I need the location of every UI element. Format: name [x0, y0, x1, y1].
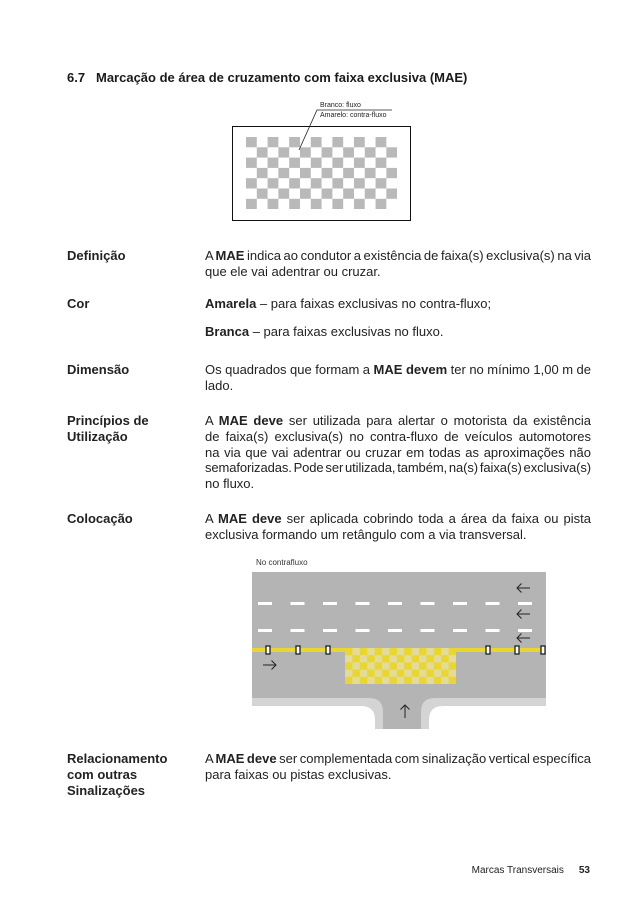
bold-term: MAE: [215, 248, 245, 263]
road-stud: [541, 646, 545, 654]
label-dimensao: Dimensão: [67, 362, 130, 377]
text-dimensao: [205, 362, 591, 394]
text-colocacao: [205, 511, 591, 543]
text-segment: para faixas ou pistas exclusivas.: [205, 766, 392, 782]
label-definicao: Definição: [67, 248, 126, 263]
text-line: [205, 264, 591, 280]
bold-term: MAE deve: [218, 413, 284, 428]
page-number: 53: [578, 865, 590, 876]
bold-term: Branca: [205, 324, 250, 339]
text-line: [205, 527, 591, 543]
text-principios: [205, 413, 591, 492]
label-line: Sinalizações: [67, 783, 146, 798]
label-line: Princípios de: [67, 413, 149, 428]
text-segment: semaforizadas. Pode ser utilizada, também, na(s) faixa(s) exclusiva(s): [205, 460, 591, 476]
text-segment: ser utilizada para alertar o motorista da existência: [283, 413, 591, 428]
text-line: [205, 324, 591, 340]
text-segment: indica ao condutor a existência de faixa(s) exclusiva(s) na via: [244, 248, 591, 263]
text-segment: que ele vai adentrar ou cruzar.: [205, 263, 381, 279]
text-line: [205, 296, 591, 312]
text-segment: lado.: [205, 377, 234, 393]
text-line: [205, 429, 591, 445]
text-line: [205, 460, 591, 476]
text-segment: A: [205, 751, 216, 766]
road-diagram: [248, 566, 550, 730]
text-cor-branca: [205, 324, 591, 340]
label-colocacao: Colocação: [67, 511, 133, 526]
legend-leader-line: [290, 100, 400, 160]
legend-white: Branco: fluxo: [320, 102, 361, 109]
text-segment: A: [205, 511, 219, 526]
text-cor-amarela: [205, 296, 591, 312]
text-definicao: [205, 248, 591, 280]
chapter-name: Marcas Transversais: [471, 865, 564, 876]
text-line: [205, 511, 591, 527]
label-principios: [67, 413, 149, 445]
text-line: [205, 362, 591, 378]
label-line: Relacionamento: [67, 751, 168, 766]
road-stud: [486, 646, 490, 654]
text-segment: de faixa(s) exclusiva(s) no contra-fluxo de veículos automotores: [205, 428, 591, 444]
text-line: [205, 248, 591, 264]
text-segment: A: [205, 248, 216, 263]
text-relacionamento: [205, 751, 591, 783]
bold-term: Amarela: [205, 296, 257, 311]
label-line: Utilização: [67, 428, 128, 444]
section-title: Marcação de área de cruzamento com faixa exclusiva (MAE): [96, 70, 468, 85]
text-segment: no fluxo.: [205, 476, 255, 491]
text-segment: – para faixas exclusivas no fluxo.: [249, 324, 444, 339]
text-segment: ser aplicada cobrindo toda a área da faixa ou pista: [281, 511, 591, 526]
section-number: 6.7: [67, 70, 86, 85]
road-stud: [296, 646, 300, 654]
bold-term: MAE deve: [215, 751, 277, 766]
label-relacionamento: [67, 751, 167, 799]
figure-caption: No contrafluxo: [256, 558, 308, 567]
text-line: [205, 413, 591, 429]
legend-yellow: Amarelo: contra-fluxo: [320, 112, 387, 119]
road-stud: [515, 646, 519, 654]
text-segment: Os quadrados que formam a: [205, 362, 374, 377]
text-line: [205, 445, 591, 461]
road-stud: [326, 646, 330, 654]
text-line: [205, 378, 591, 394]
bold-term: MAE devem: [373, 362, 448, 377]
text-segment: na via que vai adentrar ou cruzar em todas as aproximações não: [205, 444, 591, 460]
label-line: com outras: [67, 767, 138, 782]
text-segment: A: [205, 413, 219, 428]
text-segment: ter no mínimo 1,00 m de: [447, 362, 591, 377]
road-stud: [266, 646, 270, 654]
mae-checkerboard: [345, 648, 456, 684]
text-line: [205, 767, 591, 783]
leader-line: [299, 110, 392, 150]
yellow-divider-line: [456, 648, 546, 652]
label-cor: Cor: [67, 296, 90, 311]
text-segment: – para faixas exclusivas no contra-fluxo;: [256, 296, 492, 311]
text-line: [205, 476, 591, 492]
text-line: [205, 751, 591, 767]
text-segment: ser complementada com sinalização vertical específica: [276, 751, 591, 766]
bold-term: MAE deve: [218, 511, 282, 526]
text-segment: exclusiva formando um retângulo com a via transversal.: [205, 526, 527, 542]
page-footer: [472, 865, 590, 877]
